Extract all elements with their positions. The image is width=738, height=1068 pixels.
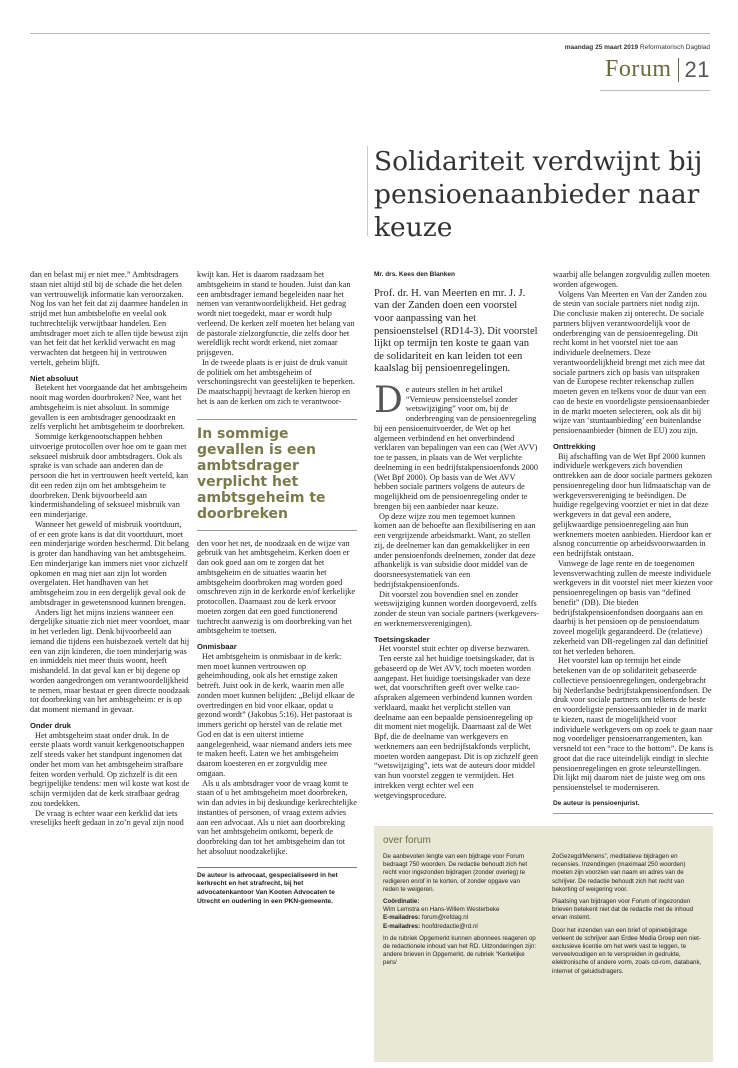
paragraph: den voor het net, de noodzaak en de wijze van gebruik van het ambtsgeheim. Kerken doen er dan ook goed aan om te zorgen dat het ambtsgeheim en de situaties waarin het ambtsgeheim doorbroken mag worden goed omschreven zijn in de kerkorde en/of kerkelijke protocollen. Daarnaast zou de kerk ervoor moeten zorgen dat een goed functionerend tuchtrecht aanwezig is om doorbreking van het ambtsgeheim te toetsen. xyxy=(197,538,356,636)
left-column-1 xyxy=(30,270,190,828)
paragraph-first xyxy=(374,379,539,512)
paragraph: waarbij alle belangen zorgvuldig zullen moeten worden afgewogen. xyxy=(553,270,710,289)
article-headline: Solidariteit verdwijnt bij pensioenaanbieder naar keuze xyxy=(374,146,703,243)
info-text: De aanbevolen lengte van een bijdrage voor Forum bedraagt 750 woorden. De redactie behoudt zich het recht voor ingezonden bijdragen (zonder overleg) te redigeren en/of in te korten, of zonder opgave van reden te weigeren. xyxy=(383,853,528,893)
page-number: 21 xyxy=(684,56,710,82)
article-column-2 xyxy=(553,270,713,814)
article-intro: Prof. dr. H. van Meerten en mr. J. J. van der Zanden doen een voorstel voor aanpassing van het pensioenstelsel (RD14-3). Dit voorstel lijkt op termijn ten koste te gaan van de solidariteit en kan leiden tot een kaalslag bij pensioenregelingen. xyxy=(374,287,538,375)
email-hoofdredactie[interactable]: hoofdredactie@rd.nl xyxy=(421,922,478,930)
paragraph: Betekent het voorgaande dat het ambtsgeheim nooit mag worden doorbroken? Nee, want het ambtsgeheim is niet absoluut. In sommige gevallen is een ambtsdrager genoodzaakt en zelfs verplicht het ambtsgeheim te doorbreken. xyxy=(30,383,188,432)
paragraph: Anders ligt het mijns inziens wanneer een dergelijke situatie zich niet meer voordoet, maar in het verleden ligt. Denk bijvoorbeeld aan iemand die tijdens een huisbezoek vertelt dat hij een van zijn kinderen, die toen minderjarig was en inmiddels niet meer thuis woont, heeft mishandeld. In dat geval kan er bij degene op worden aangedrongen om verantwoordelijkheid te nemen, maar bestaat er geen directe noodzaak tot doorbreking van het ambtsgeheim: er is op dat moment niemand in gevaar. xyxy=(30,607,190,714)
email-label: E-mailadres: xyxy=(383,914,421,922)
header-rule xyxy=(600,90,710,91)
paragraph: De vraag is echter waar een kerklid dat iets vreselijks heeft gedaan in zo’n geval zijn nood xyxy=(30,808,184,828)
paragraph: Sommige kerkgenootschappen hebben uitvoerige protocollen over hoe om te gaan met seksueel misbruik door ambtsdragers. Ook als sprake is van schade aan anderen dan de persoon die het in vertrouwen heeft verteld, kan dit een reden zijn om het ambtsgeheim te doorbreken. Denk bijvoorbeeld aan kindermishandeling of seksueel misbruik van een minderjarige. xyxy=(30,432,189,519)
info-text: ZoGezegd/Menens”, meditatieve bijdragen en recensies. Inzendingen (maximaal 250 woorden) moeten zijn voorzien van naam en adres van de schrijver. De redactie behoudt zich het recht van bekorting of weigering voor. xyxy=(552,853,686,893)
dateline xyxy=(565,44,710,51)
headline-rule xyxy=(367,146,368,236)
subhead-onmisbaar: Onmisbaar xyxy=(197,642,237,651)
paragraph: Dit voorstel zou bovendien snel en zonder wetswijziging kunnen worden doorgevoerd, zelfs zonder de steun van sociale partners (werkgevers- en werknemersverenigingen). xyxy=(374,589,539,628)
paragraph: Als u als ambtsdrager voor de vraag komt te staan of u het ambtsgeheim moet doorbreken, win dan advies in bij deskundige kerkrechtelijke instanties of personen, of vraag extern advies aan een advocaat. Als u niet aan doorbreking van het ambtsgeheim ontkomt, beperk de doorbreking dan tot het ambtsgeheim dan tot het absoluut noodzakelijke. xyxy=(197,778,357,856)
over-forum-column-1 xyxy=(383,853,537,972)
email-forum[interactable]: forum@refdag.nl xyxy=(421,914,469,922)
over-forum-title: over forum xyxy=(383,835,431,846)
paragraph-text: e auteurs stellen in het artikel “Vernieuw pensioenstelsel zonder wetswijziging” voor om, bij de onderbrenging van de pensioenregeling bij een pensioenuitvoerder, de Wet op het algemeen verbindend en het onverbindend verklaren van bepalingen van een cao (Wet AVV) toe te passen, in plaats van de Wet verplichte deelneming in een bedrijfstakpensioenfonds 2000 (Wet Bpf 2000). Op basis van de Wet AVV hebben sociale partners volgens de auteurs de mogelijkheid om de pensioenregeling onder te brengen bij een aanbieder naar keuze. xyxy=(374,384,539,511)
email-label: E-mailadres: xyxy=(383,922,421,930)
pull-quote: In sommige gevallen is een ambtsdrager verplicht het ambtsgeheim te doorbreken xyxy=(197,419,357,522)
paragraph: Het voorstel stuit echter op diverse bezwaren. xyxy=(379,644,530,654)
section-divider xyxy=(678,58,679,82)
paragraph: Ten eerste zal het huidige toetsingskader, dat is gebaseerd op de Wet AVV, toch moeten worden aangepast. Het huidige toetsingskader van deze wet, dat voorschriften geeft over welke cao-afspraken algemeen verbindend kunnen worden verklaard, maakt het verplicht stellen van deelname aan een bepaalde pensioenregeling op dit moment niet mogelijk. Daarnaast zal de Wet Bpf, die de deelname van werkgevers en werknemers aan een bedrijfstakfonds verplicht, moeten worden aangepast. Dit is op zichzelf geen “wetswijziging”, iets wat de auteurs door middel van hun voorstel zeggen te vermijden. Het intrekken vergt echter wel een wetgevingsprocedure. xyxy=(374,654,539,800)
paragraph: Het ambtsgeheim staat onder druk. In de eerste plaats wordt vanuit kerkgenootschappen zelf steeds vaker het standpunt ingenomen dat onder het mom van het ambtsgeheim strafbare feiten worden verhuld. Op zichzelf is dit een begrijpelijke tendens: men wil koste wat kost de schijn vermijden dat de kerk strafbaar gedrag zou toedekken. xyxy=(30,730,190,808)
info-text: Plaatsing van bijdragen voor Forum of ingezonden brieven betekent niet dat de redactie met de inhoud ervan instemt. xyxy=(552,898,694,922)
paragraph: Volgens Van Meerten en Van der Zanden zou de steun van sociale partners niet nodig zijn. Die conclusie maken zij onterecht. De sociale partners blijven verantwoordelijk voor de onderbrenging van de pensioenregeling. Dit recht komt in het voorstel niet toe aan individuele deelnemers. Deze verantwoordelijkheid brengt met zich mee dat sociale partners zich op basis van uitspraken van de Europese rechter rekenschap zullen moeten geven en telkens voor de duur van een cao de beste en voordeligste pensioenaanbieder in de markt moeten selecteren, ook als dit bij wijze van ‘stuntaanbieding’ een buitenlandse pensioenaanbieder (binnen de EU) zou zijn. xyxy=(553,289,710,435)
article-author-note: De auteur is pensioenjurist. xyxy=(553,799,640,807)
byline: Mr. drs. Kees den Blanken xyxy=(374,271,455,278)
coordination-names: Wim Lemstra en Hans-Willem Westerbeke xyxy=(383,906,500,914)
top-rule xyxy=(30,33,710,34)
left-column-2 xyxy=(197,270,357,907)
coordination-label: Coördinatie: xyxy=(383,898,420,906)
issue-date: maandag 25 maart 2019 xyxy=(564,44,639,51)
paragraph: Wanneer het geweld of misbruik voortduurt, of er een grote kans is dat dit voortduurt, moet een minderjarige worden beschermd. Dit belang is groter dan handhaving van het ambtsgeheim. Een minderjarige kan immers niet voor zichzelf opkomen en mag niet aan zijn lot worden overgelaten. Het handhaven van het ambtsgeheim zou in een dergelijk geval ook de ambtsdrager in gewetensnood kunnen brengen. xyxy=(30,519,189,607)
pull-quote-rule xyxy=(197,530,357,531)
subhead-onder-druk: Onder druk xyxy=(30,720,71,730)
end-rule xyxy=(553,813,713,814)
paper-name: Reformatorisch Dagblad xyxy=(639,44,710,51)
section-title: Forum xyxy=(605,56,672,82)
paragraph: Op deze wijze zou men tegemoet kunnen komen aan de behoefte aan flexibilisering en aan een vergrijzende arbeidsmarkt. Want, zo stellen zij, de deelnemer kan dan gemakkelijker in een ander pensioenfonds deelnemen, zonder dat deze afhankelijk is van subsidie door middel van de doorsneesystematiek van een bedrijfstakpensioenfonds. xyxy=(374,511,536,589)
section-header xyxy=(605,56,710,83)
paragraph: Het voorstel kan op termijn het einde betekenen van de op solidariteit gebaseerde collectieve pensioenregelingen, ondergebracht bij Nederlandse bedrijfstakpensioenfondsen. De druk voor sociale partners om telkens de beste en voordeligste pensioenaanbieder in de markt te kiezen, naast de mogelijkheid voor individuele werkgevers om op zoek te gaan naar nog voordeliger pensioenarrangementen, kan versneld tot een “race to the bottom”. De kans is groot dat die race uiteindelijk eindigt in slechte pensioenregelingen en grote teleurstellingen. Dit lijkt mij daarom niet de juiste weg om ons pensioenstelsel te moderniseren. xyxy=(553,656,713,792)
author-note: De auteur is advocaat, gespecialiseerd in het kerkrecht en het strafrecht, bij het advocatenkantoor Van Kooten Advocaten te Utrecht en ouderling in een PKN-gemeente. xyxy=(197,867,357,907)
over-forum-box xyxy=(374,826,713,1062)
paragraph: In de tweede plaats is er juist de druk vanuit de politiek om het ambtsgeheim of verschoningsrecht van geestelijken te beperken. De maatschappij bevraagt de kerken hierop en het is aan de kerken om zich te verantwoor- xyxy=(197,357,355,406)
paragraph: Het ambtsgeheim is onmisbaar in de kerk: men moet kunnen vertrouwen op geheimhouding, ook als het ernstige zaken betreft. Juist ook in de kerk, waarin men alle zonden moet kunnen belijden: „Belijd elkaar de overtredingen en bid voor elkaar, opdat u gezond wordt” (Jakobus 5:16). Het pastoraat is immers gericht op herstel van de relatie met God en dat is een uiterst intieme aangelegenheid, waar niemand anders iets mee te maken heeft. Laten we het ambtsgeheim daarom koesteren en er zorgvuldig mee omgaan. xyxy=(197,651,355,778)
subhead-onttrekking: Onttrekking xyxy=(553,441,596,451)
subhead-toetsingskader: Toetsingskader xyxy=(374,634,430,644)
drop-cap: D xyxy=(374,379,403,421)
paragraph: Vanwege de lage rente en de toegenomen levensverwachting zullen de meeste individuele werkgevers in dit voorstel niet meer kiezen voor pensioenregelingen op basis van “defined benefit” (DB). Die bieden bedrijfstakpensioenfondsen doorgaans aan en daarbij is het pensioen op de pensioendatum zoveel mogelijk gegarandeerd. De (relatieve) zekerheid van DB-regelingen zal dan definitief tot het verleden behoren. xyxy=(553,558,713,656)
article-column-1 xyxy=(374,270,539,800)
paragraph: kwijt kan. Het is daarom raadzaam het ambtsgeheim in stand te houden. Juist dan kan een ambtsdrager iemand begeleiden naar het nemen van verantwoordelijkheid. Het gedrag wordt niet toegedekt, maar er wordt hulp verleend. De kerken zelf moeten het belang van de pastorale zielzorgfunctie, die zelfs door het wereldlijk recht wordt erkend, niet zomaar prijsgeven. xyxy=(197,270,355,357)
info-text: In de rubriek Opgemerkt kunnen abonnees reageren op de redactionele inhoud van het RD. Uitzonderingen zijn: andere brieven in Opgemerkt, de rubriek “Kerkelijke pers/ xyxy=(383,934,537,967)
paragraph: dan en belast mij er niet mee.” Ambtsdragers staan niet altijd stil bij de schade die het delen van vertrouwelijk informatie kan veroorzaken. Nog los van het feit dat zij daarmee handelen in strijd met hun ambtsbelofte en veelal ook tuchtrechtelijk verwijtbaar handelen. Een ambtsdrager moet zich te allen tijde bewust zijn van het feit dat het kerklid verwacht en mag verwachten dat hetgeen hij in vertrouwen vertelt, geheim blijft. xyxy=(30,270,188,367)
contact-block xyxy=(383,898,537,931)
paragraph: Bij afschaffing van de Wet Bpf 2000 kunnen individuele werkgevers zich bovendien onttrekken aan de door sociale partners gekozen pensioenregeling door hun lidmaatschap van de werkgeversvereniging te beëindigen. De huidige regelgeving voorziet er niet in dat deze werkgevers in dat geval een andere, gelijkwaardige pensioenregeling aan hun werknemers moeten aanbieden. Hierdoor kan er alsnog concurrentie op arbeidsvoorwaarden in een bedrijfstak ontstaan. xyxy=(553,451,712,558)
over-forum-column-2 xyxy=(552,853,706,980)
subhead-niet-absoluut: Niet absoluut xyxy=(30,373,79,383)
info-text: Door het inzenden van een brief of opiniebijdrage verleent de schrijver aan Erdee Media Groep een niet-exclusieve licentie om het werk vast te leggen, te verveelvoudigen en te verspreiden in gedrukte, elektronische of andere vorm, zoals cd-rom, databank, internet of geluidsdragers. xyxy=(552,926,702,975)
